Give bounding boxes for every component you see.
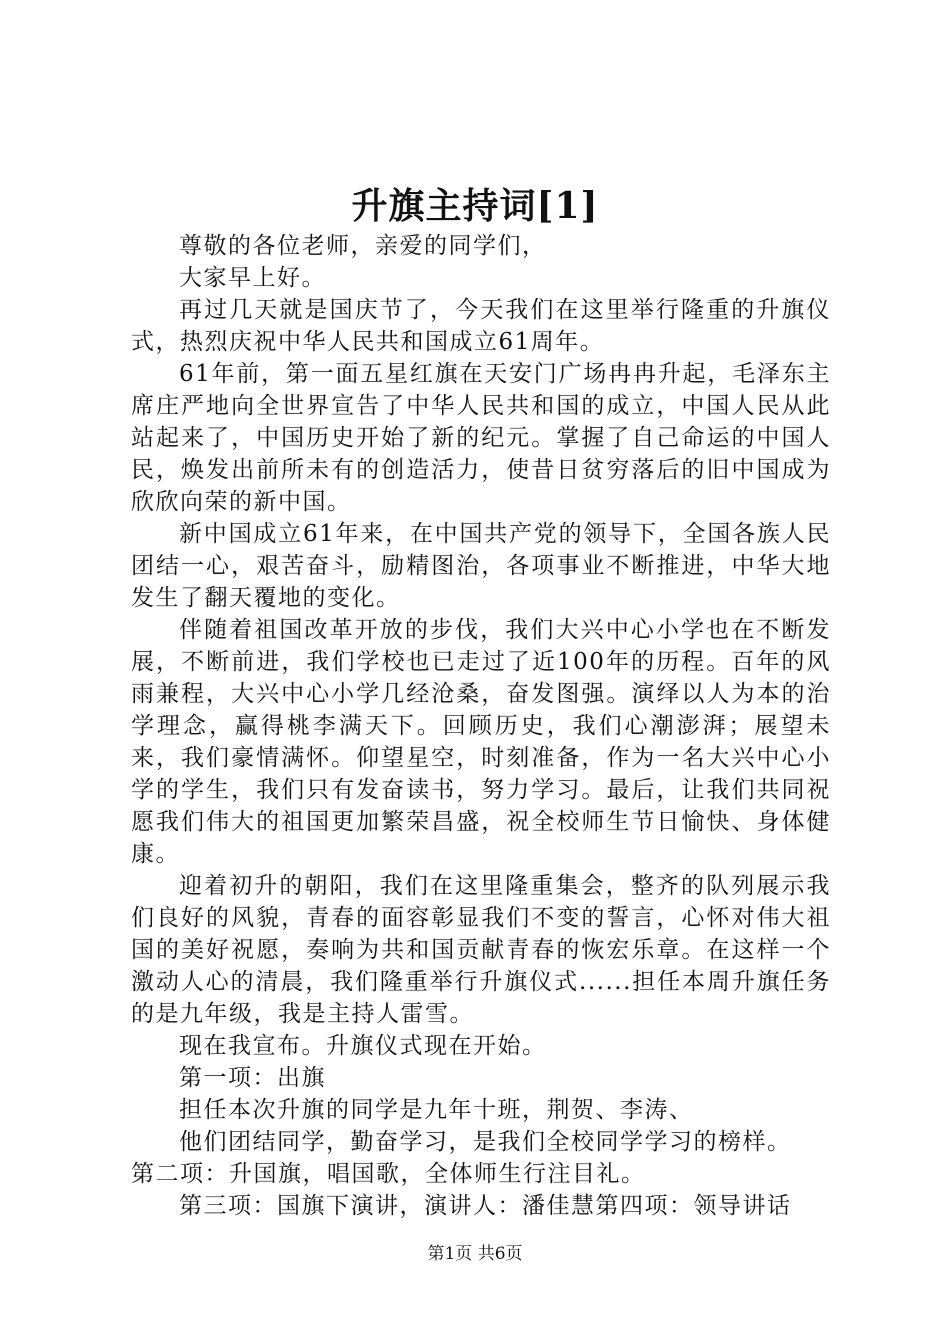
paragraph-history: 61年前，第一面五星红旗在天安门广场冉冉升起，毛泽东主席庄严地向全世界宣告了中华人民共和国的成立，中国人民从此站起来了，中国历史开始了新的纪元。掌握了自己命运的中国人民，焕发出前所未有的创造活力，使昔日贫穷落后的旧中国成为欣欣向荣的新中国。 [131, 361, 831, 515]
paragraph-item-one: 第一项：出旗 [179, 1065, 326, 1091]
paragraph-announce: 现在我宣布。升旗仪式现在开始。 [179, 1033, 547, 1059]
paragraph-ceremony: 迎着初升的朝阳，我们在这里隆重集会，整齐的队列展示我们良好的风貌，青春的面容彰显我们不变的誓言，心怀对伟大祖国的美好祝愿，奏响为共和国贡献青春的恢宏乐章。在这样一个激动人心的清晨，我们隆重举行升旗仪式......担任本周升旗任务的是九年级，我是主持人雷雪。 [131, 873, 831, 1027]
paragraph-development: 新中国成立61年来，在中国共产党的领导下，全国各族人民团结一心，艰苦奋斗，励精图治，各项事业不断推进，中华大地发生了翻天覆地的变化。 [131, 521, 831, 611]
document-body [131, 230, 831, 1222]
page-number-footer: 第1页 共6页 [427, 1244, 523, 1264]
paragraph-item-two: 第二项：升国旗，唱国歌，全体师生行注目礼。 [131, 1161, 646, 1187]
paragraph-flag-students: 担任本次升旗的同学是九年十班，荆贺、李涛、 [179, 1097, 694, 1123]
paragraph-good-morning: 大家早上好。 [179, 265, 326, 291]
paragraph-national-day: 再过几天就是国庆节了，今天我们在这里举行隆重的升旗仪式，热烈庆祝中华人民共和国成立61周年。 [131, 297, 831, 355]
paragraph-school: 伴随着祖国改革开放的步伐，我们大兴中心小学也在不断发展，不断前进，我们学校也已走过了近100年的历程。百年的风雨兼程，大兴中心小学几经沧桑，奋发图强。演绎以人为本的治学理念，赢得桃李满天下。回顾历史，我们心潮澎湃；展望未来，我们豪情满怀。仰望星空，时刻准备，作为一名大兴中心小学的学生，我们只有发奋读书，努力学习。最后，让我们共同祝愿我们伟大的祖国更加繁荣昌盛，祝全校师生节日愉快、身体健康。 [131, 617, 831, 867]
document-title: 升旗主持词[1] [351, 185, 599, 227]
paragraph-item-three-four: 第三项：国旗下演讲，演讲人：潘佳慧第四项：领导讲话 [179, 1193, 792, 1219]
paragraph-greeting: 尊敬的各位老师，亲爱的同学们， [179, 233, 547, 259]
paragraph-role-models: 他们团结同学，勤奋学习，是我们全校同学学习的榜样。 [179, 1129, 792, 1155]
